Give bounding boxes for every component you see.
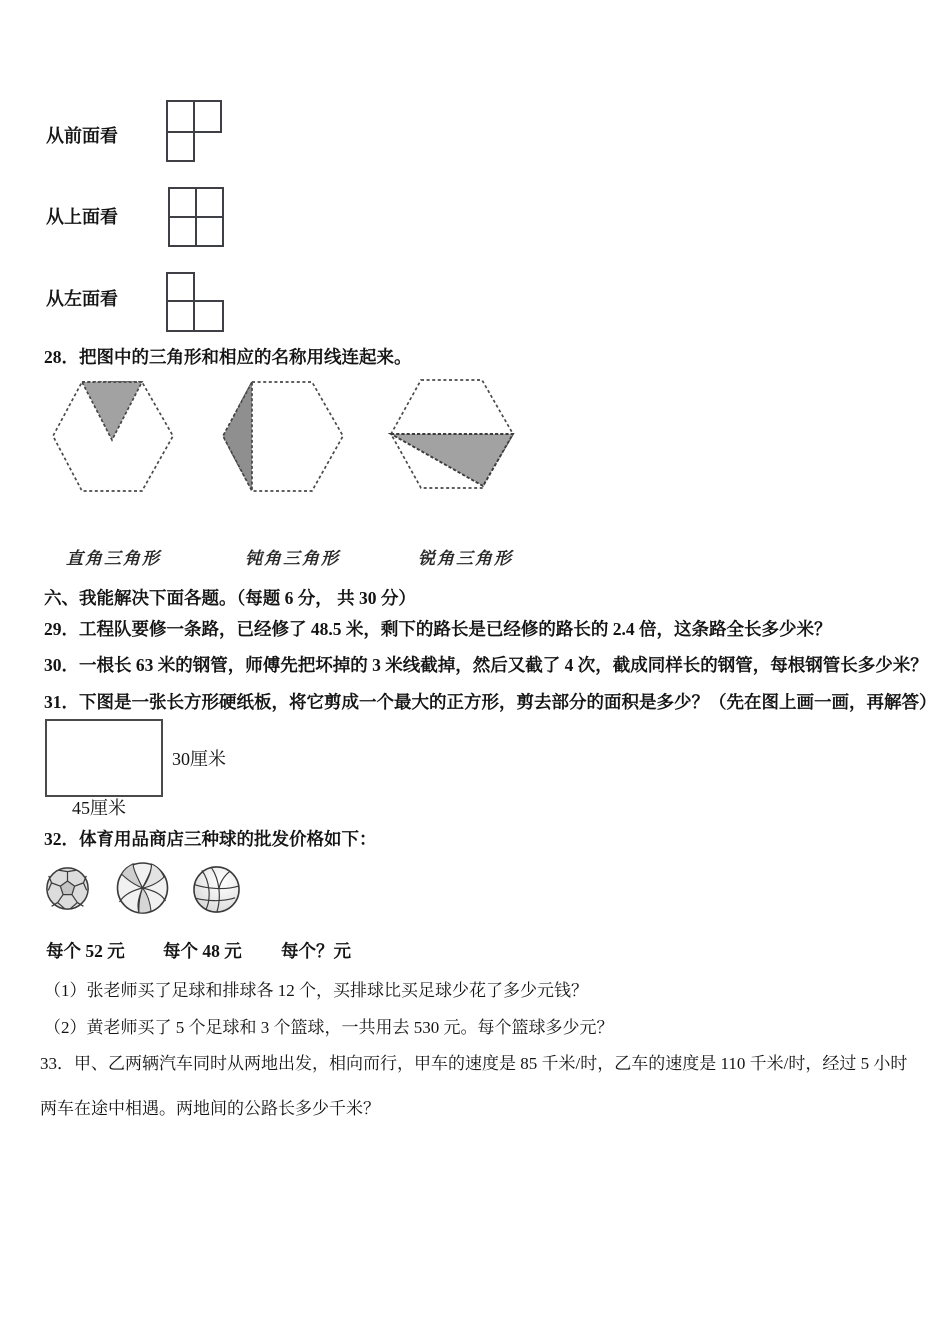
shaded-triangle-left: [223, 382, 252, 491]
shaded-triangle-acute: [82, 382, 142, 440]
question-32-sub2: （2）黄老师买了 5 个足球和 3 个篮球，一共用去 530 元。每个篮球多少元？: [44, 1018, 614, 1037]
rect-width-label: 45厘米: [72, 798, 126, 818]
question-30-text: 30．一根长 63 米的钢管，师傅先把坏掉的 3 米线截掉，然后又截了 4 次，截成同样长的钢管，每根钢管长多少米？: [44, 655, 928, 675]
left-view-shape: [165, 271, 225, 334]
top-view-shape: [167, 186, 225, 248]
left-view-label: 从左面看: [46, 289, 118, 309]
price-volleyball: 每个 48 元: [163, 941, 242, 961]
hexagon-figure-1: [50, 379, 176, 495]
hexagon-figure-3: [388, 377, 516, 492]
front-view-shape: [165, 99, 223, 163]
volleyball-icon: [116, 861, 169, 916]
section-six-heading: 六、我能解决下面各题。（每题 6 分， 共 30 分）: [44, 588, 416, 608]
question-29-text: 29．工程队要修一条路，已经修了 48.5 米，剩下的路长是已经修的路长的 2.4 倍，这条路全长多少米？: [44, 619, 832, 639]
shaded-triangle-obtuse: [391, 434, 513, 486]
hexagon-figure-2: [220, 379, 346, 495]
basketball-icon: [192, 865, 241, 914]
top-view-label: 从上面看: [46, 207, 118, 227]
question-28-text: 28．把图中的三角形和相应的名称用线连起来。: [44, 347, 412, 367]
front-view-label: 从前面看: [46, 126, 118, 146]
question-32-text: 32．体育用品商店三种球的批发价格如下：: [44, 829, 377, 849]
question-33-line2: 两车在途中相遇。两地间的公路长多少千米？: [40, 1099, 380, 1118]
question-32-sub1: （1）张老师买了足球和排球各 12 个，买排球比买足球少花了多少元钱？: [44, 981, 588, 1000]
label-acute-triangle: 锐角三角形: [418, 549, 513, 569]
rect-height-label: 30厘米: [172, 749, 226, 769]
label-right-triangle: 直角三角形: [66, 549, 161, 569]
price-basketball: 每个？元: [281, 941, 351, 961]
label-obtuse-triangle: 钝角三角形: [245, 549, 340, 569]
question-31-text: 31．下图是一张长方形硬纸板，将它剪成一个最大的正方形，剪去部分的面积是多少？（先在图上画一画，再解答）: [44, 692, 937, 712]
rectangle-cardboard-diagram: [45, 719, 163, 797]
price-soccer: 每个 52 元: [46, 941, 125, 961]
question-33-line1: 33．甲、乙两辆汽车同时从两地出发，相向而行，甲车的速度是 85 千米/时，乙车的速度是 110 千米/时，经过 5 小时: [40, 1054, 908, 1073]
soccer-ball-icon: [45, 866, 90, 911]
